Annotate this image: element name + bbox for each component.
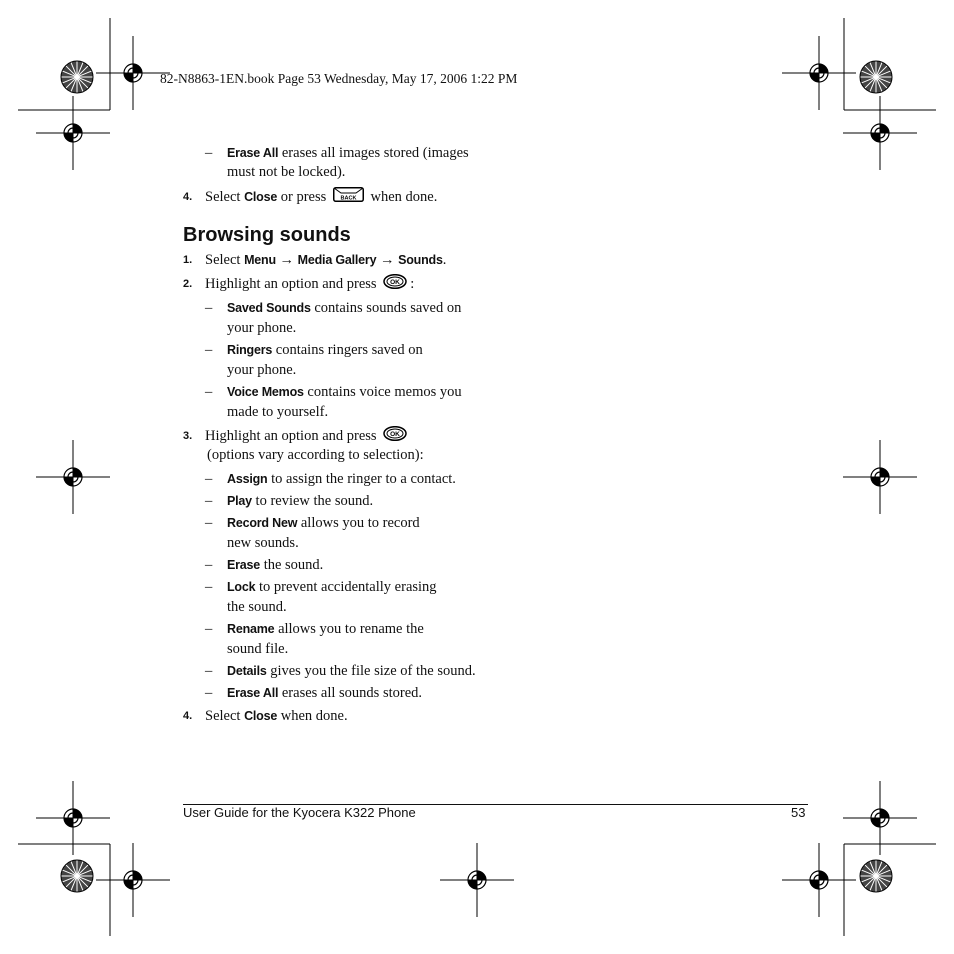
item-text: the sound. — [260, 557, 324, 573]
item-text: erases all images stored (images — [278, 145, 469, 161]
list-item — [227, 491, 373, 511]
item-text-cont: the sound. — [227, 599, 287, 615]
step-text — [205, 426, 410, 447]
step-text-pre: Highlight an option and press — [205, 428, 381, 444]
menu-term: Play — [227, 494, 252, 508]
step-text-post: when done. — [366, 189, 438, 205]
item-text-cont: made to yourself. — [227, 404, 329, 420]
dash-bullet: – — [205, 663, 213, 679]
item-text: contains voice memos you — [303, 384, 462, 400]
step-text-mid: or press — [277, 189, 330, 205]
menu-term: Sounds — [398, 253, 443, 267]
item-text: to assign the ringer to a contact. — [267, 471, 456, 487]
menu-term: Media Gallery — [297, 253, 377, 267]
step-number: 4. — [183, 191, 193, 203]
list-item — [227, 513, 420, 533]
dash-bullet: – — [205, 145, 213, 161]
dash-bullet: – — [205, 557, 213, 573]
item-text: contains ringers saved on — [272, 342, 423, 358]
step-number: 3. — [183, 430, 193, 442]
list-item — [227, 577, 437, 597]
menu-term: Details — [227, 664, 267, 678]
list-item — [227, 619, 424, 639]
menu-term: Saved Sounds — [227, 301, 311, 315]
step-text — [205, 274, 414, 295]
list-item — [227, 683, 422, 703]
step-number: 4. — [183, 710, 193, 722]
list-item — [227, 298, 461, 318]
dash-bullet: – — [205, 579, 213, 595]
punct: . — [442, 252, 447, 268]
list-item-line — [227, 143, 469, 163]
menu-term: Record New — [227, 516, 298, 530]
item-text: to review the sound. — [251, 493, 374, 509]
item-text-cont: new sounds. — [227, 535, 299, 551]
menu-term: Ringers — [227, 343, 273, 357]
menu-term: Voice Memos — [227, 385, 304, 399]
ok-key-label: OK — [390, 279, 401, 287]
step-text-pre: Select — [205, 708, 245, 724]
dash-bullet: – — [205, 685, 213, 701]
list-item — [227, 555, 323, 575]
menu-term: Erase — [227, 558, 261, 572]
item-text: contains sounds saved on — [310, 300, 462, 316]
menu-term: Menu — [244, 253, 276, 267]
menu-term: Lock — [227, 580, 256, 594]
back-key-label: BACK — [340, 195, 357, 202]
back-key-icon — [333, 187, 364, 208]
menu-term: Erase All — [227, 686, 279, 700]
menu-term: Assign — [227, 472, 268, 486]
step-text-pre: Highlight an option and press — [205, 276, 381, 292]
menu-term: Erase All — [227, 146, 279, 160]
dash-bullet: – — [205, 342, 213, 358]
dash-bullet: – — [205, 471, 213, 487]
step-text-pre: Select — [205, 252, 245, 268]
arrow: → — [275, 252, 298, 268]
footer-title: User Guide for the Kyocera K322 Phone — [183, 805, 416, 820]
item-text: allows you to record — [297, 515, 420, 531]
item-text-cont: sound file. — [227, 641, 289, 657]
list-item — [227, 340, 423, 360]
list-item — [227, 469, 456, 489]
list-item — [227, 661, 476, 681]
item-text-cont: must not be locked). — [227, 164, 346, 180]
dash-bullet: – — [205, 621, 213, 637]
menu-term: Close — [244, 190, 278, 204]
item-text: gives you the file size of the sound. — [266, 663, 476, 679]
step-text — [205, 250, 446, 270]
ok-key-icon — [383, 274, 407, 295]
step-number: 1. — [183, 254, 193, 266]
step-text-cont: (options vary according to selection): — [207, 447, 424, 463]
step-text — [205, 187, 437, 208]
step-text-pre: Select — [205, 189, 245, 205]
list-item — [227, 382, 462, 402]
arrow: → — [376, 252, 399, 268]
page-number: 53 — [791, 805, 806, 820]
menu-term: Rename — [227, 622, 275, 636]
step-text-post: when done. — [277, 708, 348, 724]
menu-term: Close — [244, 709, 278, 723]
dash-bullet: – — [205, 515, 213, 531]
punct: : — [410, 276, 415, 292]
dash-bullet: – — [205, 384, 213, 400]
section-heading: Browsing sounds — [183, 224, 351, 246]
item-text-cont: your phone. — [227, 320, 297, 336]
item-text: to prevent accidentally erasing — [255, 579, 437, 595]
print-header-stamp: 82-N8863-1EN.book Page 53 Wednesday, May 17, 2006 1:22 PM — [160, 71, 518, 86]
item-text-cont: your phone. — [227, 362, 297, 378]
dash-bullet: – — [205, 493, 213, 509]
step-text — [205, 706, 348, 726]
step-number: 2. — [183, 278, 193, 290]
ok-key-label: OK — [390, 431, 401, 439]
dash-bullet: – — [205, 300, 213, 316]
item-text: erases all sounds stored. — [278, 685, 423, 701]
item-text: allows you to rename the — [274, 621, 424, 637]
